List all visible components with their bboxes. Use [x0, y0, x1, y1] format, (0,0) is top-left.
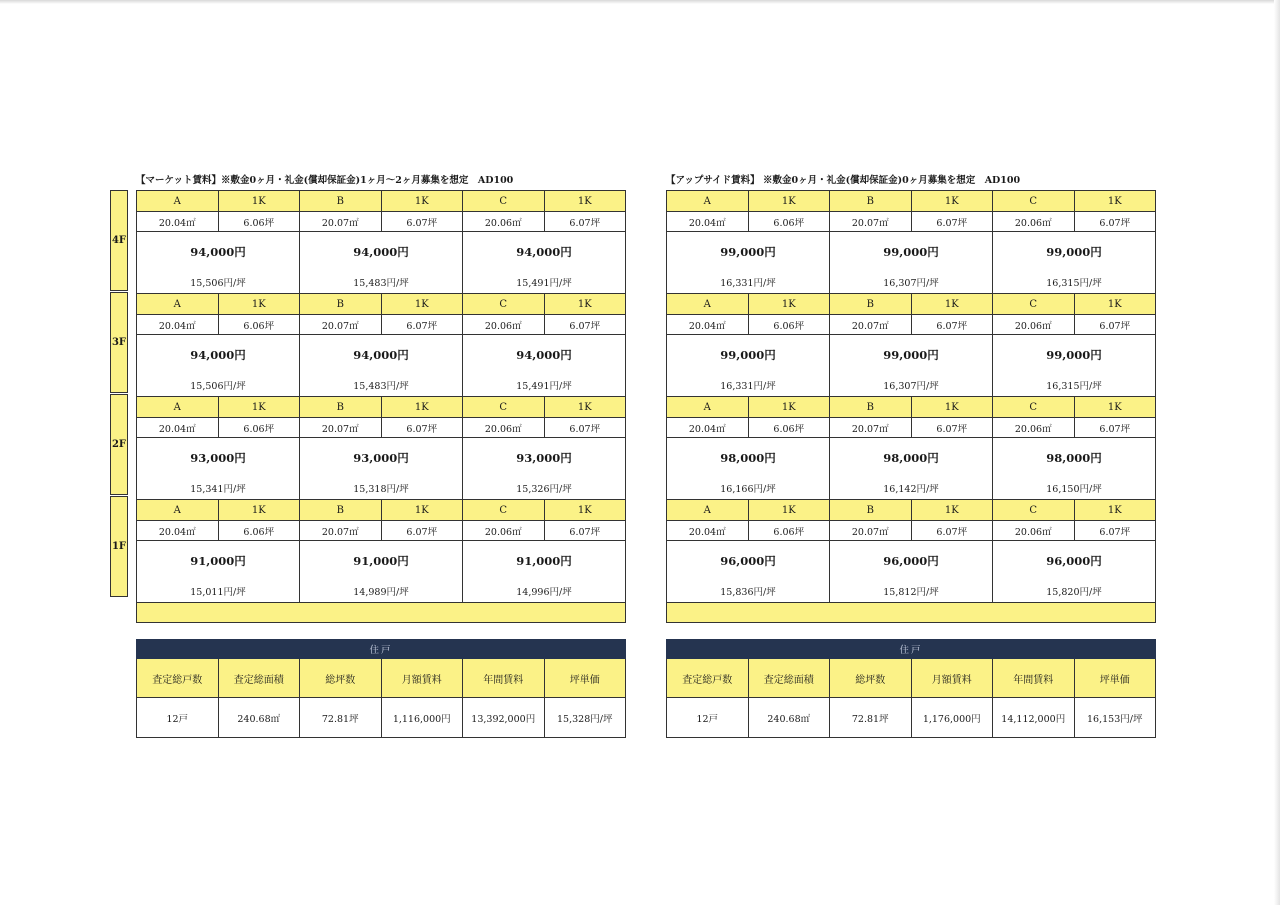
summary-header: 総坪数 — [830, 659, 912, 698]
unit-area-tsubo: 6.06坪 — [218, 418, 300, 438]
unit-area-sqm: 20.07㎡ — [830, 521, 912, 541]
unit-price-cell — [300, 232, 463, 294]
unit-letter: C — [993, 397, 1075, 418]
unit-type: 1K — [748, 294, 830, 315]
upside-summary-table — [666, 639, 1156, 738]
floor-labels — [110, 190, 128, 598]
unit-letter: B — [300, 294, 382, 315]
unit-price-inner — [830, 438, 992, 499]
rent-per-tsubo: 15,836円/坪 — [720, 587, 776, 598]
summary-header: 年間賃料 — [463, 659, 545, 698]
unit-price-inner — [993, 541, 1155, 602]
unit-price-cell — [993, 438, 1156, 500]
unit-area-tsubo: 6.06坪 — [218, 315, 300, 335]
unit-price-inner — [300, 232, 462, 293]
rent-per-tsubo: 15,318円/坪 — [353, 484, 409, 495]
summary-value: 12戸 — [667, 698, 749, 738]
unit-price-inner — [830, 335, 992, 396]
rent-per-tsubo: 16,315円/坪 — [1046, 278, 1102, 289]
monthly-rent: 94,000円 — [353, 348, 409, 362]
market-rent-title: 【マーケット賃料】※敷金0ヶ月・礼金(償却保証金)1ヶ月〜2ヶ月募集を想定 AD100 — [136, 175, 514, 186]
monthly-rent: 96,000円 — [1046, 554, 1102, 568]
summary-value: 240.68㎡ — [748, 698, 830, 738]
unit-area-tsubo: 6.07坪 — [381, 315, 463, 335]
unit-price-cell — [463, 335, 626, 397]
area-row — [137, 521, 626, 541]
unit-header-row — [137, 500, 626, 521]
summary-header: 月額賃料 — [381, 659, 463, 698]
rent-per-tsubo: 15,011円/坪 — [190, 587, 246, 598]
rent-per-tsubo: 15,483円/坪 — [353, 381, 409, 392]
summary-value: 14,112,000円 — [993, 698, 1075, 738]
unit-area-sqm: 20.06㎡ — [993, 521, 1075, 541]
unit-price-inner — [830, 232, 992, 293]
unit-letter: B — [300, 500, 382, 521]
area-row — [667, 315, 1156, 335]
price-row — [137, 541, 626, 603]
summary-header: 坪単価 — [1074, 659, 1156, 698]
unit-type: 1K — [544, 294, 626, 315]
unit-area-sqm: 20.04㎡ — [667, 212, 749, 232]
summary-value: 72.81坪 — [300, 698, 382, 738]
rent-per-tsubo: 15,820円/坪 — [1046, 587, 1102, 598]
rent-per-tsubo: 15,491円/坪 — [516, 381, 572, 392]
monthly-rent: 91,000円 — [353, 554, 409, 568]
unit-area-tsubo: 6.07坪 — [1074, 212, 1156, 232]
area-row — [137, 212, 626, 232]
unit-area-sqm: 20.06㎡ — [993, 212, 1075, 232]
unit-header-row — [667, 191, 1156, 212]
unit-area-sqm: 20.07㎡ — [300, 521, 382, 541]
monthly-rent: 94,000円 — [516, 348, 572, 362]
monthly-rent: 96,000円 — [720, 554, 776, 568]
unit-price-inner — [137, 438, 299, 499]
unit-price-cell — [830, 232, 993, 294]
unit-price-cell — [463, 438, 626, 500]
unit-price-cell — [300, 438, 463, 500]
price-row — [137, 438, 626, 500]
unit-price-inner — [667, 438, 829, 499]
unit-price-cell — [667, 232, 830, 294]
floor-label: 1F — [110, 496, 128, 597]
unit-area-tsubo: 6.07坪 — [1074, 418, 1156, 438]
unit-price-cell — [463, 232, 626, 294]
monthly-rent: 99,000円 — [1046, 245, 1102, 259]
monthly-rent: 94,000円 — [516, 245, 572, 259]
unit-area-sqm: 20.06㎡ — [463, 418, 545, 438]
unit-price-inner — [667, 335, 829, 396]
scan-edge-top — [0, 0, 1280, 4]
market-rent-grid — [136, 190, 626, 623]
grid-footer-cell — [667, 603, 1156, 623]
unit-type: 1K — [911, 500, 993, 521]
unit-area-sqm: 20.04㎡ — [137, 315, 219, 335]
unit-letter: B — [300, 397, 382, 418]
unit-price-cell — [993, 335, 1156, 397]
monthly-rent: 94,000円 — [190, 348, 246, 362]
unit-area-sqm: 20.04㎡ — [137, 521, 219, 541]
unit-header-row — [137, 191, 626, 212]
unit-letter: B — [830, 191, 912, 212]
unit-price-inner — [993, 232, 1155, 293]
unit-price-cell — [830, 438, 993, 500]
rent-per-tsubo: 16,307円/坪 — [883, 278, 939, 289]
unit-area-tsubo: 6.07坪 — [911, 521, 993, 541]
unit-price-inner — [667, 541, 829, 602]
unit-area-tsubo: 6.06坪 — [748, 315, 830, 335]
summary-header: 総坪数 — [300, 659, 382, 698]
monthly-rent: 98,000円 — [1046, 451, 1102, 465]
unit-letter: B — [300, 191, 382, 212]
summary-header: 査定総面積 — [748, 659, 830, 698]
unit-price-inner — [993, 438, 1155, 499]
unit-area-tsubo: 6.06坪 — [218, 212, 300, 232]
unit-area-sqm: 20.07㎡ — [300, 212, 382, 232]
unit-area-tsubo: 6.07坪 — [911, 212, 993, 232]
grid-footer-row — [667, 603, 1156, 623]
unit-area-tsubo: 6.07坪 — [911, 418, 993, 438]
summary-value: 12戸 — [137, 698, 219, 738]
unit-letter: B — [830, 397, 912, 418]
unit-type: 1K — [381, 294, 463, 315]
summary-value-row — [667, 698, 1156, 738]
unit-area-sqm: 20.04㎡ — [137, 418, 219, 438]
monthly-rent: 98,000円 — [720, 451, 776, 465]
unit-price-inner — [463, 541, 625, 602]
unit-price-inner — [463, 438, 625, 499]
unit-type: 1K — [218, 191, 300, 212]
unit-type: 1K — [544, 191, 626, 212]
unit-price-cell — [300, 541, 463, 603]
summary-header-row — [667, 659, 1156, 698]
scan-edge-right — [1274, 0, 1280, 905]
monthly-rent: 99,000円 — [1046, 348, 1102, 362]
unit-price-cell — [667, 335, 830, 397]
unit-letter: A — [667, 397, 749, 418]
unit-letter: A — [667, 500, 749, 521]
unit-price-inner — [300, 438, 462, 499]
unit-type: 1K — [218, 294, 300, 315]
unit-price-cell — [830, 541, 993, 603]
unit-price-cell — [137, 335, 300, 397]
monthly-rent: 91,000円 — [516, 554, 572, 568]
summary-header: 月額賃料 — [911, 659, 993, 698]
unit-area-tsubo: 6.07坪 — [381, 418, 463, 438]
area-row — [667, 521, 1156, 541]
rent-per-tsubo: 16,331円/坪 — [720, 278, 776, 289]
unit-letter: C — [993, 500, 1075, 521]
unit-header-row — [137, 294, 626, 315]
unit-letter: A — [667, 294, 749, 315]
unit-price-inner — [463, 232, 625, 293]
unit-price-cell — [667, 541, 830, 603]
unit-letter: C — [463, 191, 545, 212]
unit-area-sqm: 20.07㎡ — [830, 418, 912, 438]
summary-value: 72.81坪 — [830, 698, 912, 738]
summary-header: 査定総面積 — [218, 659, 300, 698]
monthly-rent: 93,000円 — [516, 451, 572, 465]
unit-header-row — [137, 397, 626, 418]
unit-price-inner — [667, 232, 829, 293]
area-row — [667, 418, 1156, 438]
unit-type: 1K — [381, 191, 463, 212]
monthly-rent: 99,000円 — [883, 245, 939, 259]
unit-type: 1K — [1074, 500, 1156, 521]
rent-per-tsubo: 15,812円/坪 — [883, 587, 939, 598]
rent-per-tsubo: 14,989円/坪 — [353, 587, 409, 598]
rent-per-tsubo: 15,326円/坪 — [516, 484, 572, 495]
unit-letter: C — [463, 397, 545, 418]
grid-footer-cell — [137, 603, 626, 623]
unit-type: 1K — [911, 397, 993, 418]
unit-letter: B — [830, 294, 912, 315]
summary-band-label: 住戸 — [137, 640, 626, 659]
summary-value-row — [137, 698, 626, 738]
unit-area-tsubo: 6.06坪 — [748, 418, 830, 438]
market-summary-table — [136, 639, 626, 738]
unit-area-sqm: 20.04㎡ — [667, 315, 749, 335]
unit-area-tsubo: 6.07坪 — [544, 418, 626, 438]
unit-type: 1K — [381, 500, 463, 521]
rent-per-tsubo: 16,307円/坪 — [883, 381, 939, 392]
unit-area-sqm: 20.07㎡ — [300, 315, 382, 335]
summary-header: 査定総戸数 — [667, 659, 749, 698]
summary-header: 年間賃料 — [993, 659, 1075, 698]
summary-band-label: 住戸 — [667, 640, 1156, 659]
unit-price-cell — [300, 335, 463, 397]
unit-type: 1K — [911, 294, 993, 315]
unit-area-sqm: 20.06㎡ — [993, 315, 1075, 335]
unit-price-inner — [463, 335, 625, 396]
summary-value: 1,176,000円 — [911, 698, 993, 738]
summary-value: 240.68㎡ — [218, 698, 300, 738]
unit-price-inner — [830, 541, 992, 602]
unit-letter: C — [993, 294, 1075, 315]
rent-per-tsubo: 16,331円/坪 — [720, 381, 776, 392]
area-row — [137, 315, 626, 335]
rent-per-tsubo: 15,483円/坪 — [353, 278, 409, 289]
unit-letter: A — [137, 191, 219, 212]
rent-per-tsubo: 16,315円/坪 — [1046, 381, 1102, 392]
unit-price-cell — [463, 541, 626, 603]
unit-letter: C — [463, 500, 545, 521]
unit-area-tsubo: 6.07坪 — [544, 212, 626, 232]
unit-header-row — [667, 500, 1156, 521]
summary-band-row — [137, 640, 626, 659]
monthly-rent: 94,000円 — [353, 245, 409, 259]
unit-area-tsubo: 6.07坪 — [544, 521, 626, 541]
unit-area-sqm: 20.07㎡ — [830, 212, 912, 232]
unit-letter: A — [667, 191, 749, 212]
unit-area-tsubo: 6.07坪 — [381, 521, 463, 541]
summary-value: 1,116,000円 — [381, 698, 463, 738]
floor-label: 3F — [110, 292, 128, 393]
unit-type: 1K — [381, 397, 463, 418]
unit-price-cell — [993, 232, 1156, 294]
unit-price-inner — [137, 335, 299, 396]
unit-area-tsubo: 6.06坪 — [218, 521, 300, 541]
unit-price-cell — [137, 438, 300, 500]
unit-price-cell — [137, 541, 300, 603]
rent-per-tsubo: 15,506円/坪 — [190, 278, 246, 289]
unit-letter: A — [137, 294, 219, 315]
rent-per-tsubo: 16,166円/坪 — [720, 484, 776, 495]
unit-area-sqm: 20.06㎡ — [463, 315, 545, 335]
unit-price-cell — [667, 438, 830, 500]
summary-value: 15,328円/坪 — [544, 698, 626, 738]
summary-band-row — [667, 640, 1156, 659]
upside-rent-title: 【アップサイド賃料】 ※敷金0ヶ月・礼金(償却保証金)0ヶ月募集を想定 AD100 — [666, 175, 1021, 186]
unit-area-sqm: 20.06㎡ — [463, 521, 545, 541]
upside-rent-grid — [666, 190, 1156, 623]
rent-per-tsubo: 14,996円/坪 — [516, 587, 572, 598]
floor-label: 4F — [110, 190, 128, 291]
price-row — [137, 232, 626, 294]
unit-type: 1K — [1074, 191, 1156, 212]
unit-letter: A — [137, 500, 219, 521]
unit-price-inner — [993, 335, 1155, 396]
unit-type: 1K — [544, 397, 626, 418]
summary-value: 16,153円/坪 — [1074, 698, 1156, 738]
unit-type: 1K — [911, 191, 993, 212]
monthly-rent: 91,000円 — [190, 554, 246, 568]
unit-price-cell — [993, 541, 1156, 603]
unit-header-row — [667, 397, 1156, 418]
rent-per-tsubo: 16,150円/坪 — [1046, 484, 1102, 495]
price-row — [667, 541, 1156, 603]
unit-area-tsubo: 6.06坪 — [748, 212, 830, 232]
monthly-rent: 94,000円 — [190, 245, 246, 259]
unit-price-inner — [300, 541, 462, 602]
monthly-rent: 93,000円 — [190, 451, 246, 465]
unit-area-tsubo: 6.07坪 — [911, 315, 993, 335]
unit-type: 1K — [1074, 294, 1156, 315]
unit-letter: A — [137, 397, 219, 418]
unit-type: 1K — [748, 500, 830, 521]
unit-price-cell — [137, 232, 300, 294]
summary-value: 13,392,000円 — [463, 698, 545, 738]
unit-letter: C — [463, 294, 545, 315]
monthly-rent: 96,000円 — [883, 554, 939, 568]
monthly-rent: 93,000円 — [353, 451, 409, 465]
monthly-rent: 99,000円 — [883, 348, 939, 362]
floor-label: 2F — [110, 394, 128, 495]
unit-type: 1K — [748, 191, 830, 212]
unit-price-inner — [137, 232, 299, 293]
unit-area-sqm: 20.04㎡ — [667, 521, 749, 541]
rent-per-tsubo: 16,142円/坪 — [883, 484, 939, 495]
rent-per-tsubo: 15,506円/坪 — [190, 381, 246, 392]
summary-header-row — [137, 659, 626, 698]
unit-area-sqm: 20.04㎡ — [137, 212, 219, 232]
price-row — [667, 335, 1156, 397]
unit-price-cell — [830, 335, 993, 397]
monthly-rent: 99,000円 — [720, 348, 776, 362]
unit-header-row — [667, 294, 1156, 315]
unit-area-tsubo: 6.07坪 — [544, 315, 626, 335]
rent-per-tsubo: 15,491円/坪 — [516, 278, 572, 289]
price-row — [667, 438, 1156, 500]
unit-area-sqm: 20.06㎡ — [463, 212, 545, 232]
unit-area-tsubo: 6.07坪 — [1074, 315, 1156, 335]
unit-area-sqm: 20.06㎡ — [993, 418, 1075, 438]
unit-area-sqm: 20.07㎡ — [830, 315, 912, 335]
unit-area-tsubo: 6.06坪 — [748, 521, 830, 541]
summary-header: 坪単価 — [544, 659, 626, 698]
unit-area-sqm: 20.04㎡ — [667, 418, 749, 438]
unit-type: 1K — [218, 397, 300, 418]
monthly-rent: 98,000円 — [883, 451, 939, 465]
unit-area-sqm: 20.07㎡ — [300, 418, 382, 438]
unit-price-inner — [300, 335, 462, 396]
grid-footer-row — [137, 603, 626, 623]
unit-letter: B — [830, 500, 912, 521]
unit-type: 1K — [1074, 397, 1156, 418]
unit-area-tsubo: 6.07坪 — [381, 212, 463, 232]
rent-per-tsubo: 15,341円/坪 — [190, 484, 246, 495]
unit-area-tsubo: 6.07坪 — [1074, 521, 1156, 541]
monthly-rent: 99,000円 — [720, 245, 776, 259]
summary-header: 査定総戸数 — [137, 659, 219, 698]
unit-type: 1K — [218, 500, 300, 521]
area-row — [137, 418, 626, 438]
price-row — [667, 232, 1156, 294]
unit-letter: C — [993, 191, 1075, 212]
price-row — [137, 335, 626, 397]
unit-type: 1K — [544, 500, 626, 521]
area-row — [667, 212, 1156, 232]
unit-price-inner — [137, 541, 299, 602]
unit-type: 1K — [748, 397, 830, 418]
